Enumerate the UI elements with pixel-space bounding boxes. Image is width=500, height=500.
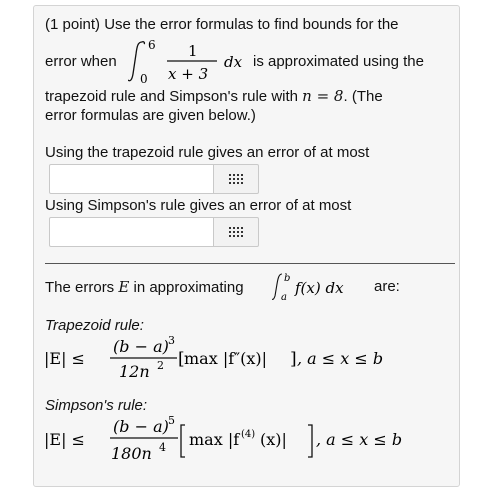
problem-line-4: error formulas are given below.) <box>45 107 256 124</box>
trap-num-exp: 3 <box>168 334 175 347</box>
simp-range: , a ≤ x ≤ b <box>316 430 403 449</box>
simp-bracket-open <box>181 425 185 457</box>
integrand-denominator: x + 3 <box>168 65 209 83</box>
question-simpson-label: Using Simpson's rule gives an error of at most <box>45 197 352 214</box>
simpson-answer-input[interactable] <box>49 217 214 247</box>
intro-integral <box>272 270 367 302</box>
trap-numerator: (b − a) <box>113 337 169 356</box>
integrand-dx: dx <box>224 53 243 71</box>
trap-abs-E: |E| ≤ <box>44 349 85 368</box>
trap-bracket-open: [ <box>178 349 185 369</box>
simp-max-b: (x)| <box>260 430 287 449</box>
simp-max-a: max |f <box>189 430 240 449</box>
formulas-E: E <box>118 278 130 296</box>
integral-upper-bound: 6 <box>148 38 156 52</box>
section-divider <box>45 263 455 264</box>
integrand-numerator: 1 <box>188 42 198 60</box>
integral-expression <box>128 36 250 86</box>
simpson-formula <box>44 413 444 469</box>
intro-integrand: f(x) dx <box>295 279 344 297</box>
formulas-intro-c: are: <box>374 278 400 295</box>
simp-numerator: (b − a) <box>113 417 169 436</box>
problem-the-text: . (The <box>343 88 383 105</box>
trap-bracket-close: ] <box>290 349 297 369</box>
simp-den-exp: 4 <box>159 441 166 454</box>
simp-abs-E: |E| ≤ <box>44 430 85 449</box>
problem-error-when: error when <box>45 53 117 70</box>
simpson-rule-label: Simpson's rule: <box>45 397 148 414</box>
trap-denominator: 12n <box>119 362 150 381</box>
problem-rule-text: trapezoid rule and Simpson's rule with <box>45 88 298 105</box>
simpson-equation-button[interactable] <box>214 217 259 247</box>
simp-bracket-close <box>308 425 312 457</box>
simp-derivative-order: (4) <box>241 429 256 440</box>
formulas-intro <box>45 278 244 297</box>
trap-range: , a ≤ x ≤ b <box>297 349 384 368</box>
simp-num-exp: 5 <box>168 414 175 427</box>
problem-line-1: (1 point) Use the error formulas to find bounds for the <box>45 16 399 33</box>
trap-den-exp: 2 <box>157 359 164 372</box>
equation-editor-icon <box>229 174 243 185</box>
intro-int-upper: b <box>284 273 291 284</box>
trapezoid-rule-label: Trapezoid rule: <box>45 317 144 334</box>
equation-editor-icon <box>229 227 243 238</box>
formulas-intro-b: in approximating <box>133 279 244 296</box>
trap-max: max |f″(x)| <box>184 349 268 368</box>
trapezoid-answer-input[interactable] <box>49 164 214 194</box>
problem-n-value: n = 8 <box>302 87 344 105</box>
integral-lower-bound: 0 <box>140 72 148 86</box>
formulas-intro-a: The errors <box>45 279 115 296</box>
intro-int-lower: a <box>281 292 287 302</box>
trapezoid-formula <box>44 333 424 385</box>
problem-approx-text: is approximated using the <box>253 53 424 70</box>
trapezoid-equation-button[interactable] <box>214 164 259 194</box>
simp-denominator: 180n <box>111 444 152 463</box>
question-trapezoid-label: Using the trapezoid rule gives an error of at most <box>45 144 370 161</box>
problem-line-3 <box>45 87 383 106</box>
